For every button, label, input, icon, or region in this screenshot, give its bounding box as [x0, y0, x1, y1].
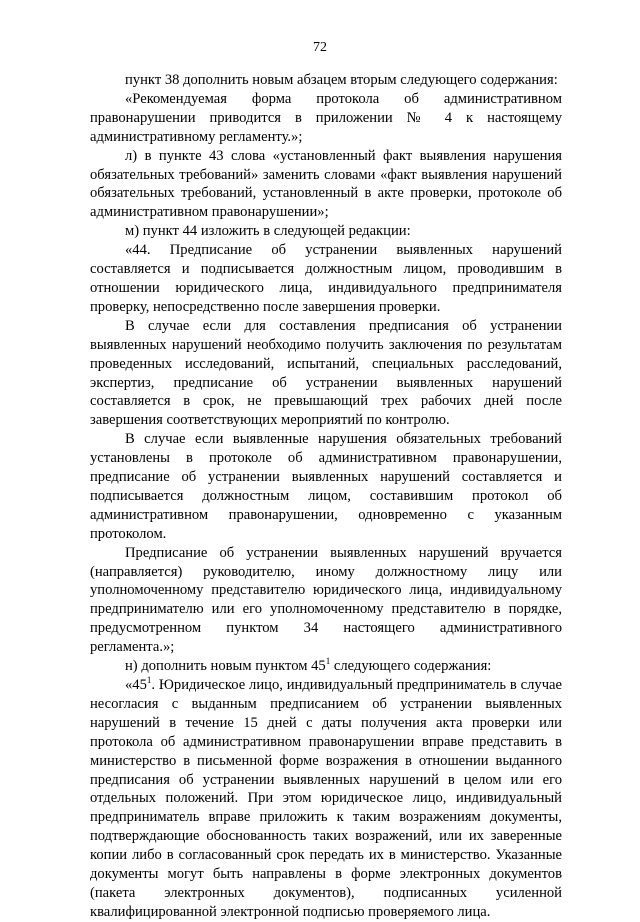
paragraph-item-38: пункт 38 дополнить новым абзацем вторым следующего содержания: — [125, 72, 558, 88]
paragraph-protocol-case: В случае если выявленные нарушения обязательных требований установлены в протоколе об административном правонарушении, предписание об устранении выявленных нарушений составляется и подписывается должностным лицом, составившим протокол об административном правонарушении, одновременно с указанным протоколом. — [90, 431, 562, 542]
paragraph-delivery: Предписание об устранении выявленных нарушений вручается (направляется) руководителю, иному должностному лицу или уполномоченному представителю юридического лица, индивидуальному предпринимателю или его уполномоченному представителю в порядке, предусмотренном пунктом 34 настоящего административного регламента.»; — [90, 544, 562, 656]
paragraph-item-l: л) в пункте 43 слова «установленный факт выявления нарушения обязательных требований» заменить словами «факт выявления нарушений обязательных требований, установленный в акте проверки, протоколе об административном правонарушении»; — [90, 147, 562, 221]
item-45-1-superscript: 1 — [146, 675, 152, 685]
paragraph-quote-protocol-form: «Рекомендуемая форма протокола об административном правонарушении приводится в приложении № 4 к настоящему административному регламенту.»; — [90, 90, 562, 145]
paragraph-expertise-case: В случае если для составления предписания об устранении выявленных нарушений необходимо получить заключения по результатам проведенных исследований, испытаний, специальных расследований, экспертиз, предписание об устранении выявленных нарушений составляется в срок, не превышающий трех рабочих дней после завершения соответствующих мероприятий по контролю. — [90, 317, 562, 429]
paragraph-item-m: м) пункт 44 изложить в следующей редакции: — [125, 223, 411, 240]
paragraph-item-n — [90, 657, 562, 676]
page-number: 72 — [313, 40, 327, 55]
item-45-1-text-before: «45 — [125, 677, 147, 693]
item-n-text-after: следующего содержания: — [330, 658, 492, 675]
item-n-superscript: 1 — [325, 656, 331, 667]
document-body — [90, 71, 562, 922]
paragraph-item-44: «44. Предписание об устранении выявленных нарушений составляется и подписывается должностным лицом, проводившим в отношении юридического лица, индивидуального предпринимателя проверку, непосредственно после завершения проверки. — [90, 242, 562, 315]
paragraph-item-45-1 — [90, 676, 562, 922]
item-n-text-before: н) дополнить новым пунктом 45 — [125, 658, 326, 675]
item-45-1-text-after: . Юридическое лицо, индивидуальный предприниматель в случае несогласия с выданным предписанием об устранении выявленных нарушений в течение 15 дней с даты получения акта проверки или протокола об административном правонарушении вправе представить в министерство в письменной форме возражения в отношении выданного предписания об устранении выявленных нарушений в целом или его отдельных положений. При этом юридическое лицо, индивидуальный предприниматель вправе приложить к таким возражениям документы, подтверждающие обоснованность таких возражений, или их заверенные копии либо в согласованный срок передать их в министерство. Указанные документы могут быть направлены в форме электронных документов (пакета электронных документов), подписанных усиленной квалифицированной электронной подписью проверяемого лица. — [90, 677, 562, 920]
